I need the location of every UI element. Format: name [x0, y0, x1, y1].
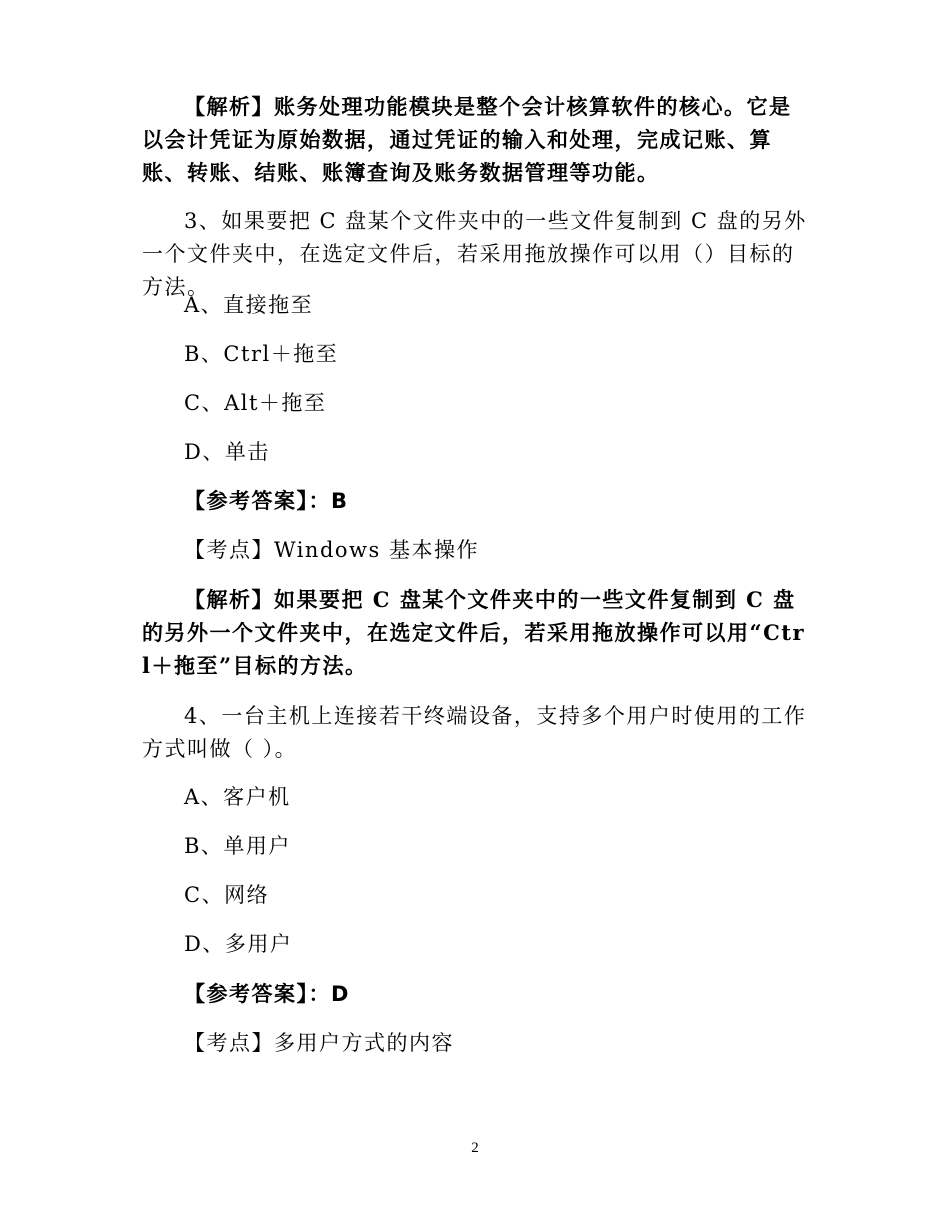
- question-4-option-c: C、网络: [184, 883, 270, 907]
- question-4-text: 4、一台主机上连接若干终端设备，支持多个用户时使用的工作方式叫做（ ）。: [142, 704, 807, 761]
- question-4-option-b: B、单用户: [184, 834, 291, 858]
- question-3-option-a: A、直接拖至: [184, 293, 314, 317]
- question-3-analysis: 【解析】如果要把 C 盘某个文件夹中的一些文件复制到 C 盘的另外一个文件夹中，在选定文件后，若采用拖放操作可以用“Ctrl＋拖至”目标的方法。: [142, 587, 806, 678]
- question-3-text: 3、如果要把 C 盘某个文件夹中的一些文件复制到 C 盘的另外一个文件夹中，在选定文件后，若采用拖放操作可以用（）目标的方法。: [142, 209, 807, 299]
- question-3-option-c: C、Alt＋拖至: [184, 391, 327, 415]
- question-3-answer: 【参考答案】：B: [184, 489, 349, 513]
- question-3-option-d: D、单击: [184, 440, 270, 464]
- question-4-option-d: D、多用户: [184, 932, 293, 956]
- question-3-topic: 【考点】Windows 基本操作: [184, 538, 479, 562]
- question-4-answer: 【参考答案】：D: [184, 982, 350, 1006]
- question-4-topic: 【考点】多用户方式的内容: [184, 1031, 454, 1055]
- question-4-option-a: A、客户机: [184, 785, 291, 809]
- analysis-paragraph-1: 【解析】账务处理功能模块是整个会计核算软件的核心。它是以会计凭证为原始数据，通过凭证的输入和处理，完成记账、算账、转账、结账、账簿查询及账务数据管理等功能。: [142, 94, 792, 185]
- page-number: 2: [471, 1140, 479, 1156]
- question-3-option-b: B、Ctrl＋拖至: [184, 342, 339, 366]
